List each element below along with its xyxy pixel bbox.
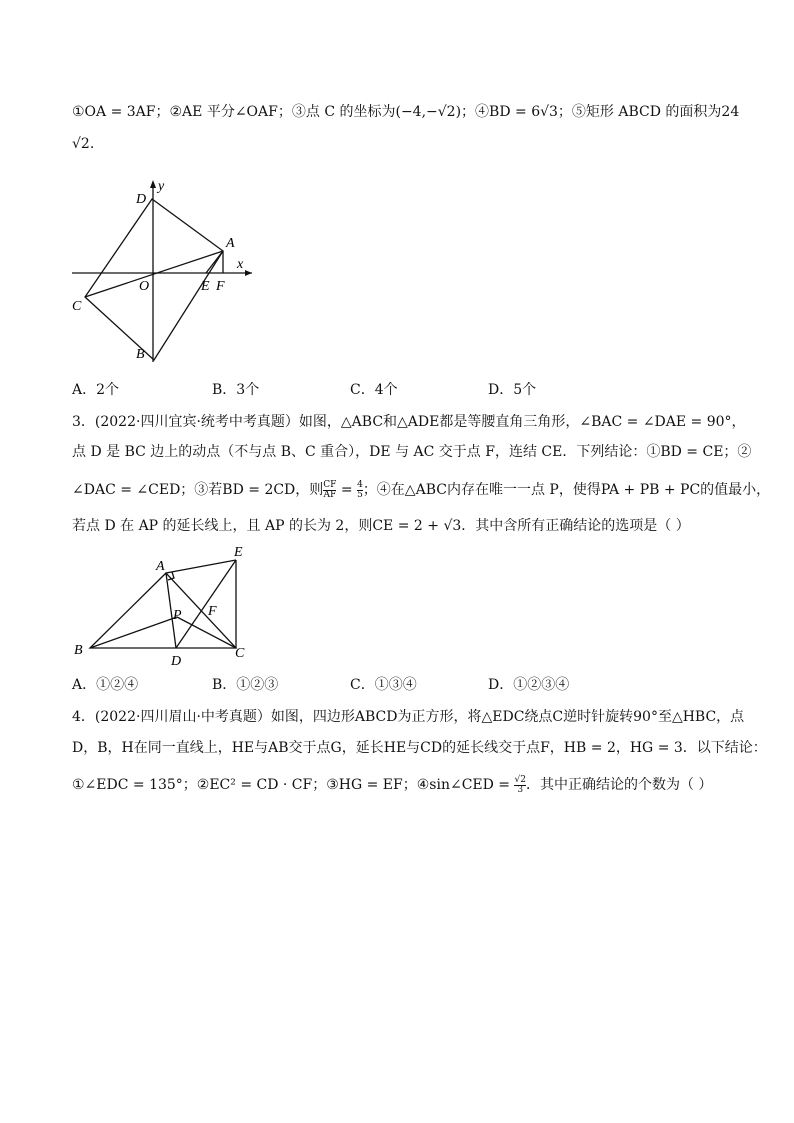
q2-figure (66, 170, 266, 370)
q2-x-arrow (245, 270, 252, 276)
q3-line3 (72, 480, 770, 500)
q4-line2: D，B，H在同一直线上，HE与AB交于点G，延长HE与CD的延长线交于点F，HB = 2，HG = 3．以下结论： (72, 740, 767, 756)
q2-statement-line2: √2. (72, 136, 95, 152)
q3-figure (68, 540, 268, 670)
q3-label-c: C (235, 646, 245, 661)
q3-label-e: E (234, 545, 243, 560)
q2-label-b: B (136, 347, 145, 362)
q3-label-p: P (173, 608, 182, 623)
q4-line3-part1: ①∠EDC = 135°；②EC² = CD · CF；③HG = EF；④sin∠CED = (72, 777, 515, 793)
q3-segment-pb (90, 617, 177, 648)
q2-y-arrow (150, 180, 156, 188)
q3-frac1-den: AF (323, 489, 337, 500)
q2-option-a[interactable]: A．2个 (72, 382, 120, 398)
q2-option-b[interactable]: B．3个 (212, 382, 260, 398)
q3-line3-part1: ∠DAC = ∠CED；③若BD = 2CD，则 (72, 482, 324, 498)
q4-frac-den: 3 (517, 784, 524, 795)
q2-label-o: O (139, 279, 150, 294)
q3-option-c[interactable]: C．①③④ (350, 677, 417, 693)
q3-line2: 点 D 是 BC 边上的动点（不与点 B、C 重合），DE 与 AC 交于点 F，连结 CE．下列结论：①BD = CE；② (72, 444, 752, 460)
q3-option-b[interactable]: B．①②③ (212, 677, 279, 693)
q4-line3 (72, 775, 712, 795)
q3-label-b: B (74, 643, 83, 658)
q3-line3-part2: ；④在△ABC内存在唯一一点 P，使得PA + PB + PC的值最小， (362, 482, 771, 498)
q2-option-d[interactable]: D．5个 (488, 382, 537, 398)
q4-line1: 4．(2022·四川眉山·中考真题）如图，四边形ABCD为正方形，将△EDC绕点C逆时针旋转90°至△HBC，点 (72, 709, 745, 725)
q2-label-y: y (158, 179, 165, 194)
q3-frac1-num: CF (323, 479, 337, 490)
q3-line4: 若点 D 在 AP 的延长线上，且 AP 的长为 2，则CE = 2 + √3．其中含所有正确结论的选项是（ ） (72, 518, 690, 534)
q3-label-d: D (171, 654, 182, 669)
q3-options (72, 675, 722, 695)
q3-option-d[interactable]: D．①②③④ (488, 677, 570, 693)
q2-option-c[interactable]: C．4个 (350, 382, 398, 398)
q4-line3-part2: ．其中正确结论的个数为（ ） (525, 777, 713, 793)
q3-line3-eq: = (336, 482, 358, 498)
q3-label-f: F (208, 604, 217, 619)
q3-label-a: A (156, 559, 165, 574)
q3-line1: 3．(2022·四川宜宾·统考中考真题）如图，△ABC和△ADE都是等腰直角三角形，∠BAC = ∠DAE = 90°， (72, 414, 746, 430)
q3-frac2-den: 5 (357, 489, 363, 500)
q2-label-f: F (216, 279, 225, 294)
q4-frac-num: √2 (514, 774, 526, 785)
q3-option-a[interactable]: A．①②④ (72, 677, 139, 693)
q2-statement-line1: ①OA = 3AF；②AE 平分∠OAF；③点 C 的坐标为(−4,−√2)；④BD = 6√3；⑤矩形 ABCD 的面积为24 (72, 104, 740, 120)
q3-fraction-cf-af (323, 481, 336, 500)
q2-label-a: A (226, 236, 235, 251)
q3-segment-ae (166, 560, 236, 573)
q2-label-c: C (72, 299, 82, 314)
q2-label-x: x (237, 257, 244, 272)
q4-fraction-sqrt2-3 (514, 776, 525, 795)
q2-label-d: D (136, 192, 147, 207)
q2-label-e: E (201, 279, 210, 294)
q2-options (72, 380, 722, 400)
q3-frac2-num: 4 (357, 479, 363, 490)
q3-segment-de (176, 560, 236, 648)
